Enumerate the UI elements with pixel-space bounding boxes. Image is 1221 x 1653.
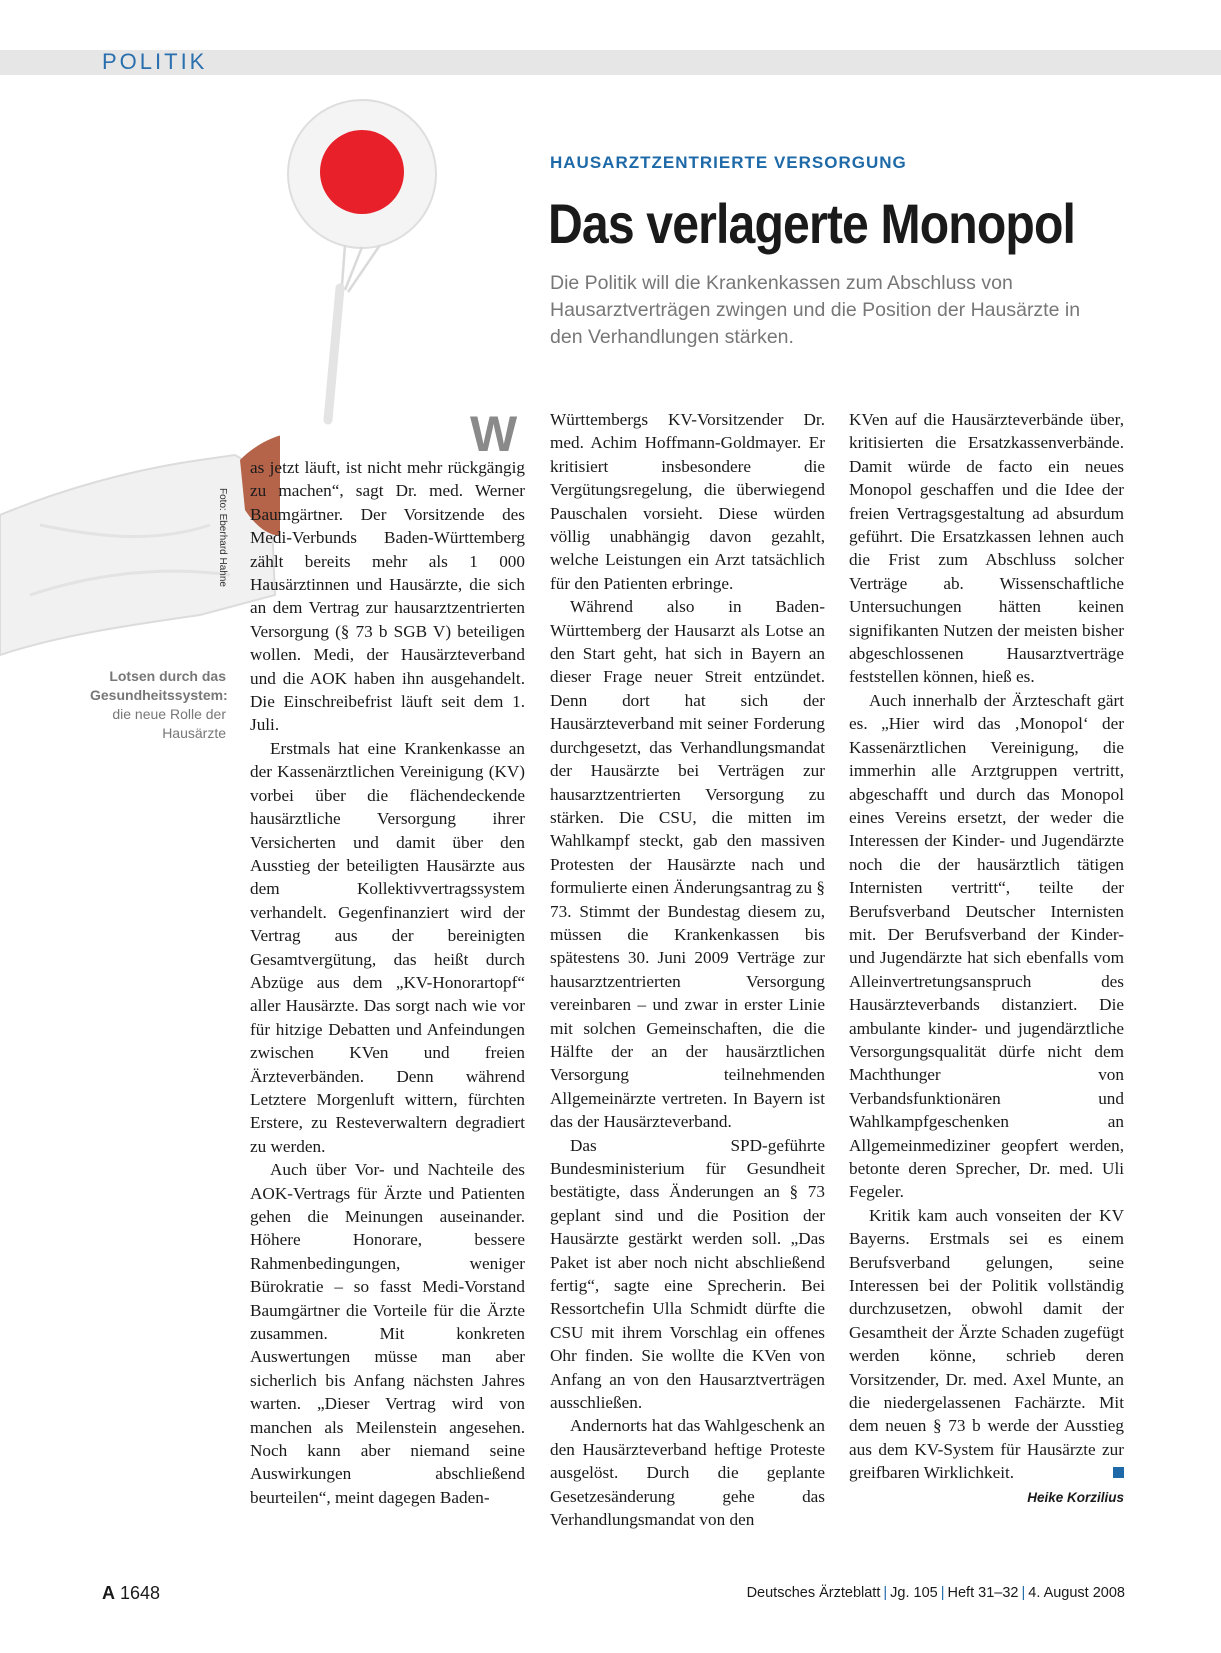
- sign-red-dot: [320, 130, 404, 214]
- separator: |: [940, 1585, 945, 1601]
- sign-stick: [328, 288, 340, 420]
- page-folio: [102, 1583, 160, 1604]
- separator: |: [883, 1585, 888, 1601]
- sign-disc-face: [288, 100, 436, 248]
- paragraph: [250, 408, 525, 737]
- article-column-2: [550, 408, 825, 1532]
- paragraph: Auch über Vor- und Nachteile des AOK-Vertrags für Ärzte und Patienten gehen die Meinungen auseinander. Höhere Honorare, bessere Rahmenbedingungen, weniger Bürokratie – so fasst Medi-Vorstand Baumgärtner die Vorteile für die Ärzte zusammen. Mit konkreten Auswertungen müsse man aber sicherlich bis Anfang nächsten Jahres warten. „Dieser Vertrag wird von manchen als Meilenstein angesehen. Noch kann aber niemand seine Auswirkungen abschließend beurteilen“, meint dagegen Baden-: [250, 1160, 525, 1507]
- paragraph: Württembergs KV-Vorsitzender Dr. med. Achim Hoffmann-Goldmayer. Er kritisiert insbesondere die Vergütungsregelung, die überwiegend Pauschalen vorsieht. Diese würden völlig unabhängig davon gezahlt, welche Leistungen ein Arzt tatsächlich für den Patienten erbringe.: [550, 410, 825, 593]
- article-kicker: HAUSARZTZENTRIERTE VERSORGUNG: [550, 153, 907, 172]
- paragraph: Das SPD-geführte Bundesministerium für Gesundheit bestätigte, dass Änderungen an § 73 geplant sind und die Position der Hausärzte gestärkt werden soll. „Das Paket ist aber noch nicht abschließend fertig“, sagte eine Sprecherin. Bei Ressortchefin Ulla Schmidt dürfte die CSU mit ihrem Vorschlag ein offenes Ohr finden. Sie wollte die KVen von Anfang an von den Hausarztverträgen ausschließen.: [550, 1135, 825, 1413]
- author-byline: Heike Korzilius: [1027, 1489, 1124, 1505]
- paragraph: [849, 1204, 1124, 1485]
- caption-title: Lotsen durch das Gesundheitssystem:: [90, 668, 228, 703]
- paragraph: Auch innerhalb der Ärzteschaft gärt es. „Hier wird das ‚Monopol‘ der Kassenärztlichen Vereinigung, die immerhin alle Arztgruppen vertritt, abgeschafft und durch das Monopol eines Vereins ersetzt, der weder die Interessen der Kinder- und Jugendärzte noch die der hausärztlich tätigen Internisten vertritt“, teilte der Berufsverband Deutscher Internisten mit. Der Berufsverband der Kinder- und Jugendärzte hat sich ebenfalls vom Alleinvertretungsanspruch des Hausärzteverbands distanziert. Die ambulante kinder- und jugendärztliche Versorgungsqualität dürfe nicht dem Machthunger von Verbandsfunktionären und Wahlkampfgeschenken an Allgemeinmediziner geopfert werden, betonte deren Sprecher, Dr. med. Uli Fegeler.: [849, 690, 1124, 1202]
- section-label: POLITIK: [102, 49, 208, 74]
- paragraph: Andernorts hat das Wahlgeschenk an den Hausärzteverband heftige Proteste ausgelöst. Durch die geplante Gesetzesänderung gehe das Verhandlungsmandat von den: [550, 1416, 825, 1530]
- page-number: 1648: [120, 1583, 161, 1603]
- photo-credit: Foto: Eberhard Hahne: [217, 488, 228, 587]
- sign-wires: [342, 245, 380, 292]
- article-headline: Das verlagerte Monopol: [548, 192, 1076, 255]
- journal-date: 4. August 2008: [1028, 1585, 1125, 1601]
- article-lead: Die Politik will die Krankenkassen zum Abschluss von Hausarztverträgen zwingen und die Position der Hausärzte in den Verhandlungen stärken.: [550, 272, 1081, 348]
- paragraph: KVen auf die Hausärzteverbände über, kritisierten die Ersatzkassenverbände. Damit würde de facto ein neues Monopol geschaffen und die Idee der freien Vertragsgestaltung ad absurdum geführt. Die Ersatzkassen lehnen auch die Frist zum Abschluss solcher Verträge ab. Wissenschaftliche Untersuchungen hätten keinen signifikanten Nutzen der meisten bisher abgeschlossenen Hausarztverträge feststellen können, hieß es.: [849, 410, 1124, 687]
- page-prefix: A: [102, 1583, 115, 1603]
- end-mark-icon: [1113, 1467, 1124, 1478]
- photo-caption: [90, 667, 226, 743]
- paragraph: Während also in Baden-Württemberg der Hausarzt als Lotse an den Start geht, hat sich in Bayern an dieser Frage neuer Streit entzündet. Denn dort hat sich der Hausärzteverband mit seiner Forderung durchgesetzt, das Verhandlungsmandat der Hausärzte bei Verträgen zur hausarztzentrierten Versorgung zu stärken. Die CSU, die mitten im Wahlkampf steckt, gab den massiven Protesten der Hausärzte nach und formulierte einen Änderungsantrag zu § 73. Stimmt der Bundestag diesem zu, müssen die Krankenkassen bis spätestens 30. Juni 2009 Verträge zur hausarztzentrierten Versorgung vereinbaren – und zwar in erster Linie mit solchen Gemeinschaften, die die Hälfte der an der hausärztlichen Versorgung teilnehmenden Allgemeinärzte vertreten. In Bayern ist das der Hausärzteverband.: [550, 597, 825, 1132]
- journal-footer: [747, 1585, 1125, 1601]
- article-column-3: [849, 408, 1124, 1509]
- drop-cap: W: [470, 406, 518, 462]
- journal-issue: Heft 31–32: [947, 1585, 1019, 1601]
- caption-text: die neue Rolle der Hausärzte: [112, 706, 226, 741]
- stop-sign-hand-photo: [0, 95, 280, 670]
- article-column-1: [250, 408, 525, 1509]
- journal-volume: Jg. 105: [890, 1585, 938, 1601]
- paragraph-text: as jetzt läuft, ist nicht mehr rückgängig zu machen“, sagt Dr. med. Werner Baumgärtner. Der Vorsitzende des Medi-Verbunds Baden-Württemberg zählt bereits mehr als 1 000 Hausärztinnen und Hausärzte, die sich an dem Vertrag zur hausarztzentrierten Versorgung (§ 73 b SGB V) beteiligen wollen. Medi, der Hausärzteverband und die AOK haben ihn ausgehandelt. Die Einschreibefrist läuft seit dem 1. Juli.: [250, 458, 525, 735]
- journal-name: Deutsches Ärzteblatt: [746, 1585, 881, 1601]
- paragraph-text: Kritik kam auch vonseiten der KV Bayerns. Erstmals sei es einem Berufsverband gelungen, seine Interessen bei der Politik vollständig durchzusetzen, obwohl damit der Gesamtheit der Ärzte Schaden zugefügt werden könne, schrieb deren Vorsitzender, Dr. med. Axel Munte, an die niedergelassenen Fachärzte. Mit dem neuen § 73 b werde der Ausstieg aus dem KV-System für Hausärzte zur greifbaren Wirklichkeit.: [849, 1205, 1124, 1483]
- paragraph: Erstmals hat eine Krankenkasse an der Kassenärztlichen Vereinigung (KV) vorbei über die flächendeckende hausärztliche Versorgung ihrer Versicherten und damit über den Ausstieg der beteiligten Hausärzte aus dem Kollektivvertragssystem verhandelt. Gegenfinanziert wird der Vertrag aus der bereinigten Gesamtvergütung, das heißt durch Abzüge aus dem „KV-Honorartopf“ aller Hausärzte. Das sorgt nach wie vor für hitzige Debatten und Anfeindungen zwischen KVen und freien Ärzteverbänden. Denn während Letztere Morgenluft wittern, fürchten Erstere, zu Resteverwaltern degradiert zu werden.: [250, 738, 525, 1156]
- separator: |: [1021, 1585, 1026, 1601]
